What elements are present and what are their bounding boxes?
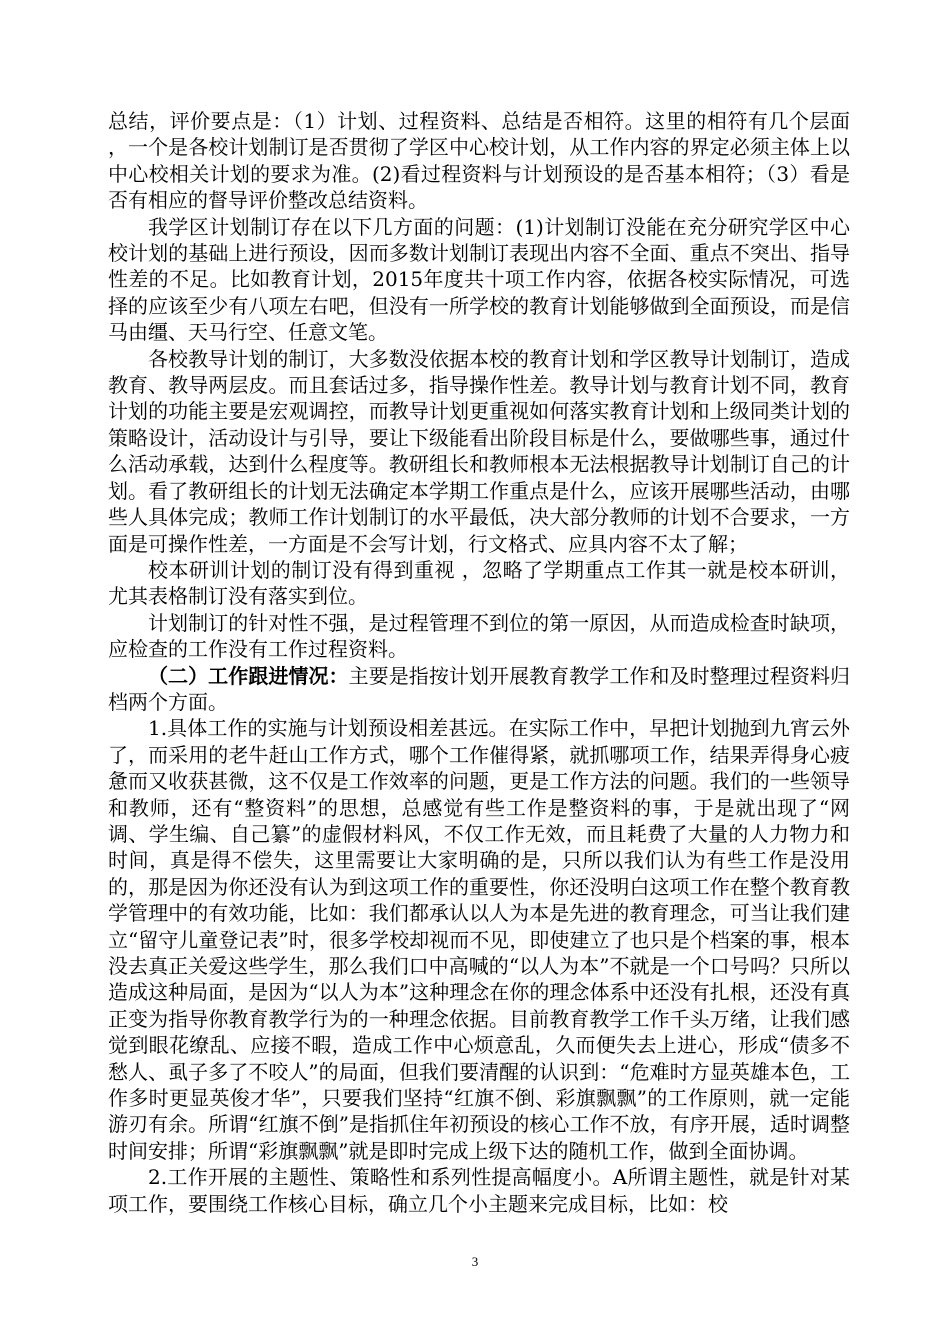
paragraph-plan-pertinence: 计划制订的针对性不强，是过程管理不到位的第一原因，从而造成检查时缺项，应检查的工作没有工作过程资料。 xyxy=(108,610,850,662)
paragraph-work-follow-up xyxy=(108,663,850,716)
paragraph-item-1-implementation: 1.具体工作的实施与计划预设相差甚远。在实际工作中，早把计划抛到九宵云外了，而采用的老牛赶山工作方式，哪个工作催得紧，就抓哪项工作，结果弄得身心疲惫而又收获甚微，这不仅是工作效率的问题，更是工作方法的问题。我们的一些领导和教师，还有“整资料”的思想，总感觉有些工作是整资料的事，于是就出现了“网调、学生编、自己纂”的虚假材料风，不仅工作无效，而且耗费了大量的人力物力和时间，真是得不偿失，这里需要让大家明确的是，只所以我们认为有些工作是没用的，那是因为你还没有认为到这项工作的重要性，你还没明白这项工作在整个教育教学管理中的有效功能，比如：我们都承认以人为本是先进的教育理念，可当让我们建立“留守儿童登记表”时，很多学校却视而不见，即使建立了也只是个档案的事，根本没去真正关爱这些学生，那么我们口中高喊的“以人为本”不就是一个口号吗？只所以造成这种局面，是因为“以人为本”这种理念在你的理念体系中还没有扎根，还没有真正变为指导你教育教学行为的一种理念依据。目前教育教学工作千头万绪，让我们感觉到眼花缭乱、应接不暇，造成工作中心烦意乱，久而便失去上进心，形成“债多不愁人、虱子多了不咬人”的局面，但我们要清醒的认识到：“危难时方显英雄本色，工作多时更显英俊才华”，只要我们坚持“红旗不倒、彩旗飘飘”的工作原则，就一定能游刃有余。所谓“红旗不倒”是指抓住年初预设的核心工作不放，有序开展，适时调整时间安排；所谓“彩旗飘飘”就是即时完成上级下达的随机工作，做到全面协调。 xyxy=(108,716,850,1163)
paragraph-item-2-thematic: 2.工作开展的主题性、策略性和系列性提高幅度小。A所谓主题性，就是针对某项工作，要围绕工作核心目标，确立几个小主题来完成目标，比如：校 xyxy=(108,1165,850,1216)
paragraph-evaluation-points: 总结，评价要点是：（1）计划、过程资料、总结是否相符。这里的相符有几个层面 ，一个是各校计划制订是否贯彻了学区中心校计划，从工作内容的界定必须主体上以中心校相关计划的要求为准。(2)看过程资料与计划预设的是否基本相符；（3）看是否有相应的督导评价整改总结资料。 xyxy=(108,109,850,213)
page-number: 3 xyxy=(471,1254,479,1269)
section-heading-body: 主要是指按计划开展教育教学工作和及时整理过程资料归档两个方面。 xyxy=(108,663,851,714)
paragraph-teaching-guidance-plan: 各校教导计划的制订，大多数没依据本校的教育计划和学区教导计划制订，造成教育、教导两层皮。而且套话过多，指导操作性差。教导计划与教育计划不同，教育计划的功能主要是宏观调控，而教导计划更重视如何落实教育计划和上级同类计划的策略设计，活动设计与引导，要让下级能看出阶段目标是什么，要做哪些事，通过什么活动承载，达到什么程度等。教研组长和教师根本无法根据教导计划制订自己的计划。看了教研组长的计划无法确定本学期工作重点是什么，应该开展哪些活动，由哪些人具体完成；教师工作计划制订的水平最低，决大部分教师的计划不合要求，一方面是可操作性差，一方面是不会写计划，行文格式、应具内容不太了解； xyxy=(108,346,850,556)
paragraph-school-training-plan: 校本研训计划的制订没有得到重视 ，忽略了学期重点工作其一就是校本研训，尤其表格制订没有落实到位。 xyxy=(108,557,850,609)
section-heading: （二）工作跟进情况： xyxy=(148,663,349,688)
paragraph-plan-problems: 我学区计划制订存在以下几方面的问题：(1)计划制订没能在充分研究学区中心校计划的基础上进行预设，因而多数计划制订表现出内容不全面、重点不突出、指导性差的不足。比如教育计划，2015年度共十项工作内容，依据各校实际情况，可选择的应该至少有八项左右吧，但没有一所学校的教育计划能够做到全面预设，而是信马由缰、天马行空、任意文笔。 xyxy=(108,214,850,345)
document-body xyxy=(108,108,850,1217)
